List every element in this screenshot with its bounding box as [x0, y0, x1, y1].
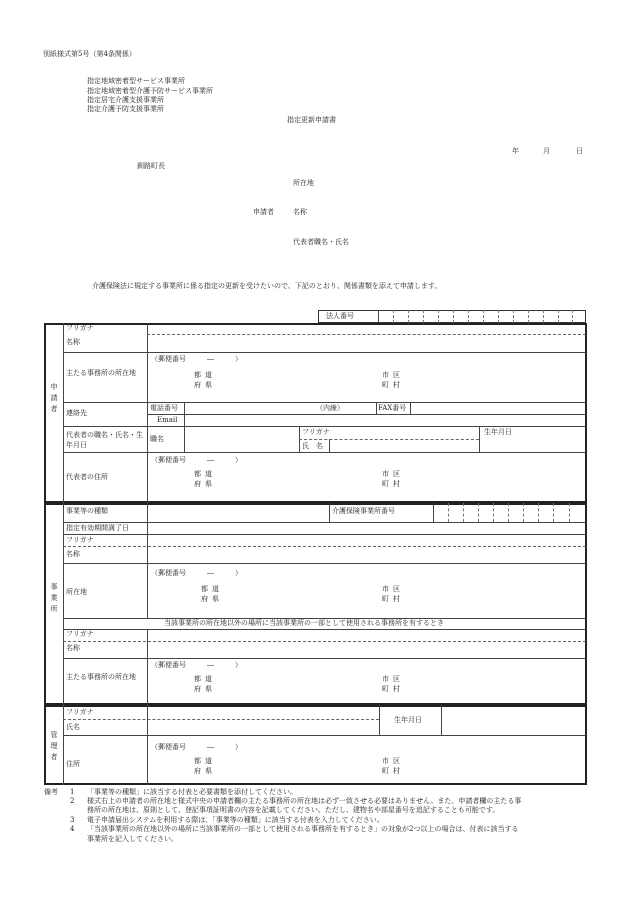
applicant-name-field[interactable]: [148, 336, 585, 351]
rep-title-label: 職名: [150, 435, 164, 443]
note-number: 1: [70, 788, 75, 796]
mgr-choson-label: 町村: [382, 767, 404, 775]
sub-office-furigana-label: フリガナ: [66, 630, 94, 638]
sub-office-name-field[interactable]: [148, 642, 585, 657]
note-number: 2: [70, 797, 75, 805]
rep-shiku-label: 市区: [382, 470, 404, 478]
service-type-3: 指定居宅介護支援事業所: [87, 96, 164, 104]
manager-address-field[interactable]: [148, 736, 585, 784]
recipient: 釧路町長: [137, 162, 165, 170]
manager-furigana-label: フリガナ: [66, 708, 94, 716]
rep-furigana-label: フリガナ: [302, 428, 330, 436]
intro-text: 介護保険法に規定する事業所に係る指定の更新を受けたいので、下記のとおり、関係書類を添えて申請します。: [92, 282, 442, 290]
applicant-main-office-field[interactable]: [148, 353, 585, 401]
note-text: 「事業等の種類」に該当する付表と必要書類を添付してください。: [87, 788, 297, 796]
office-name-field[interactable]: [148, 547, 585, 562]
manager-name-field[interactable]: [148, 720, 378, 734]
todo-label: 都道: [194, 371, 216, 379]
corp-number-label: 法人番号: [326, 312, 354, 320]
rep-fuken-label: 府県: [194, 480, 216, 488]
rep-choson-label: 町村: [382, 480, 404, 488]
sub-office-name-label: 名称: [66, 644, 80, 652]
note-text: 務所の所在地は、原則として、登記事項証明書の内容を記載してください。ただし、建物名や部屋番号を追記することも可能です。: [87, 806, 500, 814]
manager-address-label: 住所: [66, 760, 80, 768]
rep-postal-label: （郵便番号 ― ）: [151, 456, 242, 464]
sub-office-postal-label: （郵便番号 ― ）: [151, 661, 242, 669]
applicant-name-label: 名称: [293, 208, 307, 216]
applicant-vertical-label: 申請者: [50, 383, 58, 414]
manager-vertical-label: 管理者: [50, 731, 58, 762]
rep-name-field[interactable]: [330, 440, 478, 451]
form-number: 別紙様式第5号（第4条関係）: [43, 50, 136, 58]
corp-number-box: [318, 310, 586, 323]
date-day: 日: [576, 147, 583, 155]
sub-fuken-label: 府県: [194, 685, 216, 693]
applicant-furigana-label: フリガナ: [66, 324, 94, 332]
note-text: 「当該事業所の所在地以外の場所に当該事業所の一部として使用される事務所を有するとき」の対象が2つ以上の場合は、付表に該当する: [87, 825, 519, 833]
applicant-furigana-field[interactable]: [148, 324, 585, 334]
office-name-label: 名称: [66, 550, 80, 558]
note-number: 4: [70, 825, 75, 833]
applicant-address-label: 所在地: [293, 179, 314, 187]
service-type-4: 指定介護予防支援事業所: [87, 105, 164, 113]
note-text: 事業所を記入してください。: [87, 835, 178, 843]
mgr-fuken-label: 府県: [194, 767, 216, 775]
manager-birth-field[interactable]: [442, 706, 585, 734]
sub-shiku-label: 市区: [382, 675, 404, 683]
business-type-label: 事業等の種類: [66, 507, 108, 515]
note-text: 様式右上の申請者の所在地と様式中央の申請者欄の主たる事務所の所在地は必ず一致させる必要はありません。また、申請者欄の主たる事: [87, 797, 522, 805]
rep-name-label: 氏 名: [302, 442, 323, 450]
notes-label: 備考: [44, 788, 58, 796]
extension-label: （内線）: [316, 404, 344, 412]
rep-birth-field[interactable]: [480, 438, 585, 451]
expiry-field[interactable]: [148, 523, 585, 533]
rep-birth-label: 生年月日: [484, 428, 512, 436]
postal-code-label: （郵便番号 ― ）: [151, 355, 242, 363]
applicant-name-label-cell: 名称: [66, 338, 80, 346]
office-shiku-label: 市区: [382, 585, 404, 593]
manager-furigana-field[interactable]: [148, 706, 378, 718]
email-field[interactable]: [185, 415, 585, 425]
choson-label: 町村: [382, 381, 404, 389]
office-furigana-field[interactable]: [148, 535, 585, 545]
other-office-banner: 当該事業所の所在地以外の場所に当該事業所の一部として使用される事務所を有するとき: [164, 619, 444, 627]
applicant-rep-label: 代表者職名・氏名: [293, 238, 349, 246]
manager-birth-label: 生年月日: [394, 716, 422, 724]
rep-label: 代表者の職名・氏名・生年月日: [66, 431, 143, 450]
sub-office-address-field[interactable]: [148, 659, 585, 704]
office-fuken-label: 府県: [201, 595, 223, 603]
applicant-label: 申請者: [253, 208, 274, 216]
expiry-label: 指定有効期間満了日: [66, 524, 129, 532]
mgr-todo-label: 都道: [194, 757, 216, 765]
document-title: 指定更新申請書: [287, 116, 336, 124]
note-text: 電子申請届出システムを利用する際は、「事業等の種類」に該当する付表を入力してください。: [87, 816, 384, 824]
date-year: 年: [512, 147, 519, 155]
phone-field[interactable]: [185, 403, 315, 413]
date-month: 月: [543, 147, 550, 155]
rep-todo-label: 都道: [194, 470, 216, 478]
sub-choson-label: 町村: [382, 685, 404, 693]
care-number-label: 介護保険事業所番号: [332, 507, 395, 515]
shiku-label: 市区: [382, 371, 404, 379]
fuken-label: 府県: [194, 381, 216, 389]
office-postal-label: （郵便番号 ― ）: [151, 569, 242, 577]
sub-office-address-label: 主たる事務所の所在地: [66, 673, 136, 681]
fax-field[interactable]: [411, 403, 585, 413]
office-furigana-label: フリガナ: [66, 536, 94, 544]
phone-label: 電話番号: [150, 404, 178, 412]
rep-title-field[interactable]: [185, 427, 298, 451]
office-choson-label: 町村: [382, 595, 404, 603]
service-type-1: 指定地域密着型サービス事業所: [87, 77, 185, 85]
office-vertical-label: 事業所: [50, 583, 58, 614]
office-todo-label: 都道: [201, 585, 223, 593]
sub-office-furigana-field[interactable]: [148, 630, 585, 640]
contact-label: 連絡先: [66, 409, 87, 417]
rep-address-label: 代表者の住所: [66, 473, 108, 481]
office-address-field[interactable]: [148, 564, 585, 617]
mgr-shiku-label: 市区: [382, 757, 404, 765]
rep-address-field[interactable]: [148, 453, 585, 502]
email-label: Email: [157, 416, 178, 424]
office-address-label: 所在地: [66, 588, 87, 596]
note-number: 3: [70, 816, 75, 824]
applicant-main-office-label: 主たる事務所の所在地: [66, 369, 136, 377]
service-type-2: 指定地域密着型介護予防サービス事業所: [87, 87, 213, 95]
manager-name-label: 氏名: [66, 723, 80, 731]
manager-postal-label: （郵便番号 ― ）: [151, 743, 242, 751]
business-type-field[interactable]: [148, 504, 328, 521]
fax-label: FAX番号: [378, 404, 407, 412]
sub-todo-label: 都道: [194, 675, 216, 683]
